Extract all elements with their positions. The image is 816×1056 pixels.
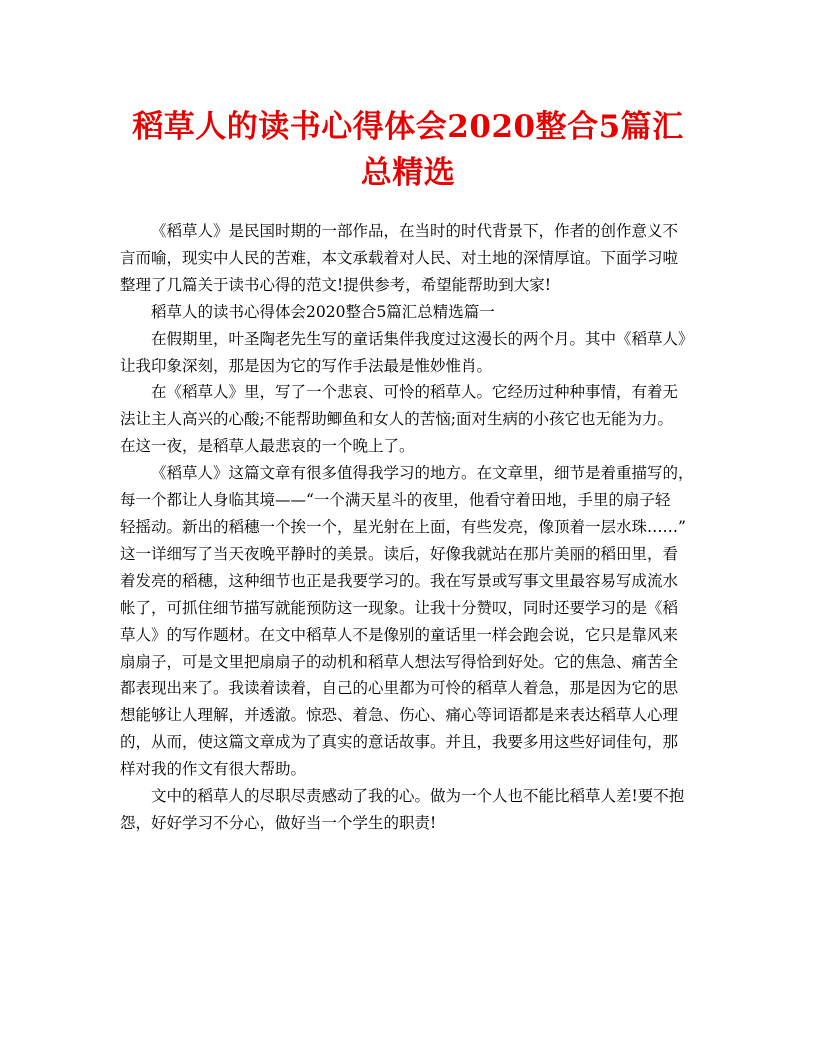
text-line: 让我印象深刻，那是因为它的写作手法最是惟妙惟肖。 (120, 356, 493, 375)
text-line: 《稻草人》是民国时期的一部作品，在当时的时代背景下，作者的创作意义不 (151, 222, 679, 240)
text-line: 在假期里，叶圣陶老先生写的童话集伴我度过这漫长的两个月。其中《稻草人》 (151, 329, 694, 348)
text-line: 想能够让人理解，并透澈。惊恐、着急、伤心、痛心等词语都是来表达稻草人心理 (120, 706, 679, 725)
text-line: 草人》的写作题材。在文中稻草人不是像别的童话里一样会跑会说，它只是靠风来 (120, 625, 679, 644)
text-line: 稻草人的读书心得体会2020整合5篇汇总精选篇一 (151, 302, 495, 321)
paragraph (120, 326, 697, 380)
paragraph (120, 460, 697, 783)
text-line: 在这一夜，是稻草人最悲哀的一个晚上了。 (120, 437, 415, 456)
text-line: 整理了几篇关于读书心得的范文!提供参考，希望能帮助到大家! (120, 275, 551, 294)
title-line-1: 稻草人的读书心得体会2020整合5篇汇 (132, 109, 684, 145)
text-line: 的，从而，使这篇文章成为了真实的意话故事。并且，我要多用这些好词佳句，那 (120, 733, 679, 752)
text-line: 都表现出来了。我读着读着，自己的心里都为可怜的稻草人着急，那是因为它的思 (120, 679, 679, 698)
paragraph (120, 379, 697, 460)
document-title (108, 104, 708, 196)
text-line: 怨，好好学习不分心，做好当一个学生的职责! (120, 813, 437, 832)
text-line: 在《稻草人》里，写了一个悲哀、可怜的稻草人。它经历过种种事情，有着无 (151, 383, 679, 402)
text-line: 法让主人高兴的心酸;不能帮助鲫鱼和女人的苦恼;面对生病的小孩它也无能为力。 (120, 410, 673, 429)
text-line: 这一详细写了当天夜晚平静时的美景。读后，好像我就站在那片美丽的稻田里，看 (120, 544, 679, 563)
text-line: 言而喻，现实中人民的苦难，本文承载着对人民、对土地的深情厚谊。下面学习啦 (120, 248, 679, 267)
text-line: 着发亮的稻穗，这种细节也正是我要学习的。我在写景或写事文里最容易写成流水 (120, 571, 679, 590)
text-line: 扇扇子，可是文里把扇扇子的动机和稻草人想法写得恰到好处。它的焦急、痛苦全 (120, 652, 679, 671)
text-line: 《稻草人》这篇文章有很多值得我学习的地方。在文章里，细节是着重描写的， (151, 464, 694, 483)
section-heading (120, 299, 697, 326)
text-line: 帐了，可抓住细节描写就能预防这一现象。让我十分赞叹，同时还要学习的是《稻 (120, 598, 679, 617)
text-line: 样对我的作文有很大帮助。 (120, 760, 307, 779)
document-body (120, 218, 697, 837)
paragraph-intro (120, 218, 697, 299)
text-line: 每一个都让人身临其境——“一个满天星斗的夜里，他看守着田地，手里的扇子轻 (120, 491, 671, 510)
paragraph (120, 783, 697, 837)
text-line: 轻摇动。新出的稻穗一个挨一个，星光射在上面，有些发亮，像顶着一层水珠……” (120, 517, 686, 536)
title-line-2: 总精选 (360, 155, 456, 191)
text-line: 文中的稻草人的尽职尽责感动了我的心。做为一个人也不能比稻草人差!要不抱 (151, 787, 685, 806)
